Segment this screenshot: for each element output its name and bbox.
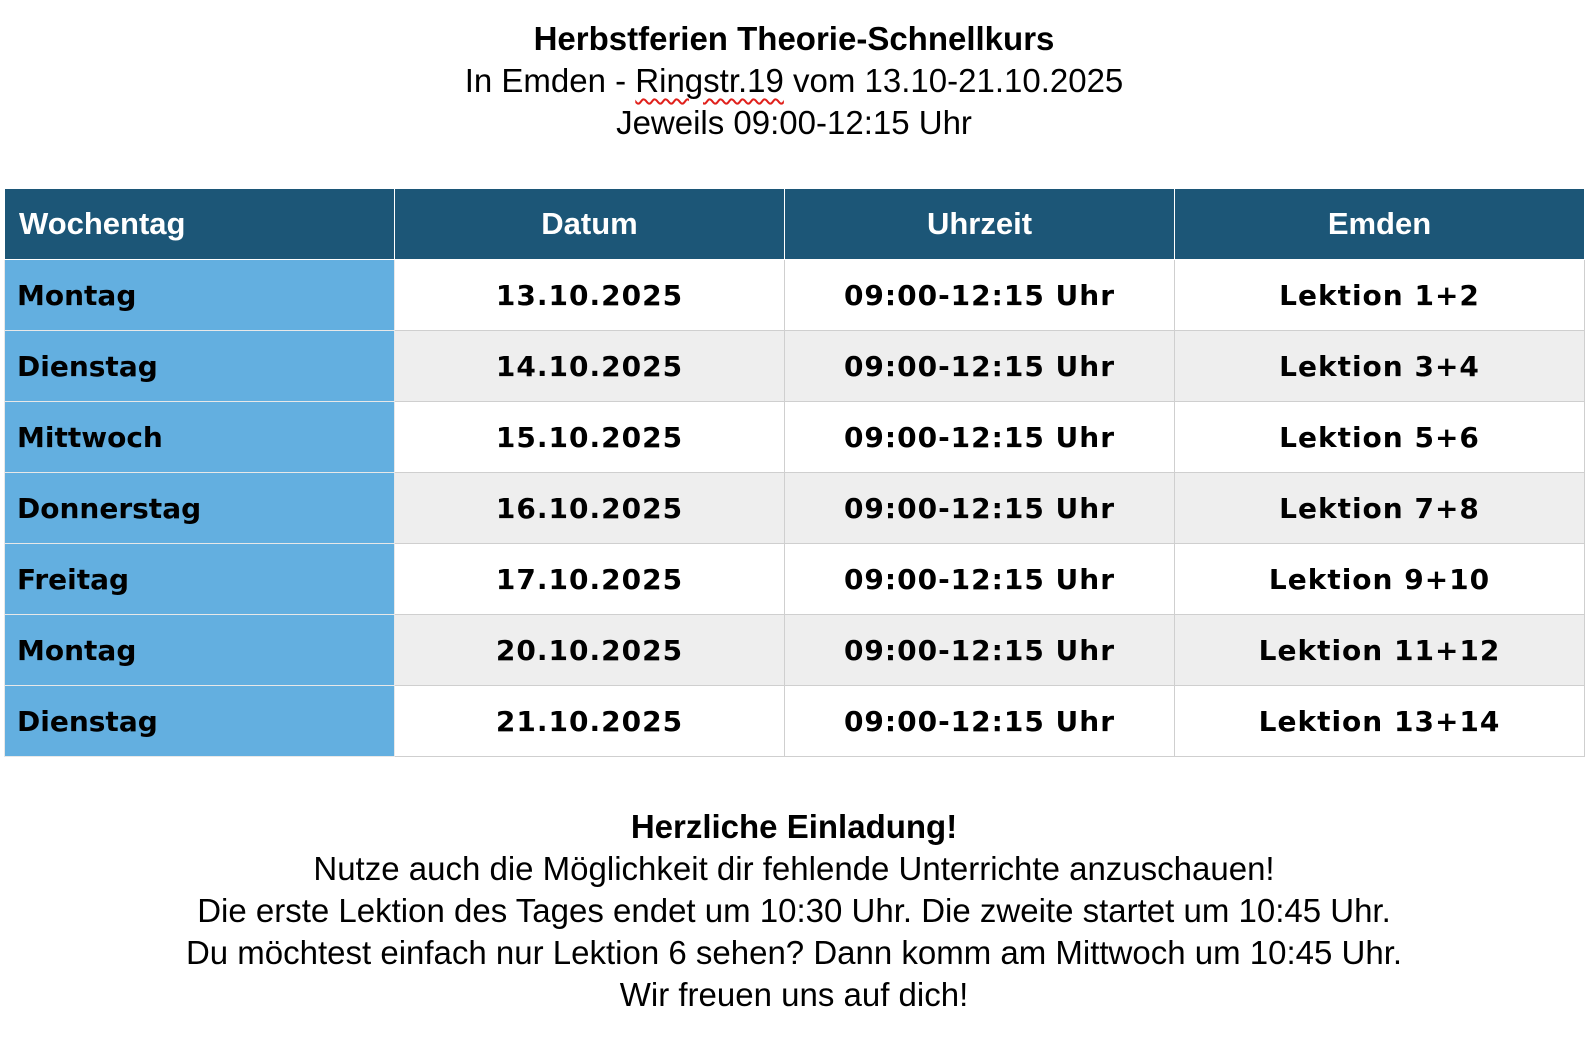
table-row bbox=[5, 615, 1585, 686]
column-header-weekday: Wochentag bbox=[5, 189, 395, 260]
lesson-cell: Lektion 9+10 bbox=[1175, 544, 1585, 615]
invitation-line: Nutze auch die Möglichkeit dir fehlende Unterrichte anzuschauen! bbox=[313, 850, 1275, 887]
location-prefix: In Emden - bbox=[464, 62, 636, 99]
location-line bbox=[0, 60, 1588, 102]
table-row bbox=[5, 473, 1585, 544]
schedule-table bbox=[4, 188, 1585, 757]
time-cell: 09:00-12:15 Uhr bbox=[785, 331, 1175, 402]
time-cell: 09:00-12:15 Uhr bbox=[785, 402, 1175, 473]
invitation-section bbox=[0, 806, 1588, 1016]
invitation-line: Die erste Lektion des Tages endet um 10:30 Uhr. Die zweite startet um 10:45 Uhr. bbox=[197, 892, 1391, 929]
table-row bbox=[5, 331, 1585, 402]
weekday-cell: Freitag bbox=[5, 544, 395, 615]
table-row bbox=[5, 402, 1585, 473]
table-row bbox=[5, 686, 1585, 757]
invitation-heading: Herzliche Einladung! bbox=[630, 808, 958, 845]
table-row bbox=[5, 544, 1585, 615]
weekday-cell: Dienstag bbox=[5, 686, 395, 757]
time-line: Jeweils 09:00-12:15 Uhr bbox=[616, 104, 972, 141]
date-cell: 20.10.2025 bbox=[395, 615, 785, 686]
invitation-line: Wir freuen uns auf dich! bbox=[619, 976, 969, 1013]
date-cell: 16.10.2025 bbox=[395, 473, 785, 544]
invitation-line: Du möchtest einfach nur Lektion 6 sehen? Dann komm am Mittwoch um 10:45 Uhr. bbox=[185, 934, 1403, 971]
lesson-cell: Lektion 1+2 bbox=[1175, 260, 1585, 331]
time-cell: 09:00-12:15 Uhr bbox=[785, 615, 1175, 686]
time-cell: 09:00-12:15 Uhr bbox=[785, 544, 1175, 615]
lesson-cell: Lektion 3+4 bbox=[1175, 331, 1585, 402]
date-cell: 13.10.2025 bbox=[395, 260, 785, 331]
time-cell: 09:00-12:15 Uhr bbox=[785, 686, 1175, 757]
lesson-cell: Lektion 5+6 bbox=[1175, 402, 1585, 473]
date-cell: 21.10.2025 bbox=[395, 686, 785, 757]
lesson-cell: Lektion 13+14 bbox=[1175, 686, 1585, 757]
time-cell: 09:00-12:15 Uhr bbox=[785, 260, 1175, 331]
column-header-location: Emden bbox=[1175, 189, 1585, 260]
document-title: Herbstferien Theorie-Schnellkurs bbox=[533, 20, 1055, 57]
table-row bbox=[5, 260, 1585, 331]
lesson-cell: Lektion 11+12 bbox=[1175, 615, 1585, 686]
weekday-cell: Mittwoch bbox=[5, 402, 395, 473]
location-dates: vom 13.10-21.10.2025 bbox=[783, 62, 1124, 99]
column-header-date: Datum bbox=[395, 189, 785, 260]
time-cell: 09:00-12:15 Uhr bbox=[785, 473, 1175, 544]
location-street[interactable]: Ringstr.19 bbox=[635, 62, 784, 99]
date-cell: 15.10.2025 bbox=[395, 402, 785, 473]
weekday-cell: Donnerstag bbox=[5, 473, 395, 544]
date-cell: 17.10.2025 bbox=[395, 544, 785, 615]
table-header-row bbox=[5, 189, 1585, 260]
date-cell: 14.10.2025 bbox=[395, 331, 785, 402]
lesson-cell: Lektion 7+8 bbox=[1175, 473, 1585, 544]
weekday-cell: Montag bbox=[5, 260, 395, 331]
document-header bbox=[0, 18, 1588, 144]
weekday-cell: Dienstag bbox=[5, 331, 395, 402]
column-header-time: Uhrzeit bbox=[785, 189, 1175, 260]
weekday-cell: Montag bbox=[5, 615, 395, 686]
